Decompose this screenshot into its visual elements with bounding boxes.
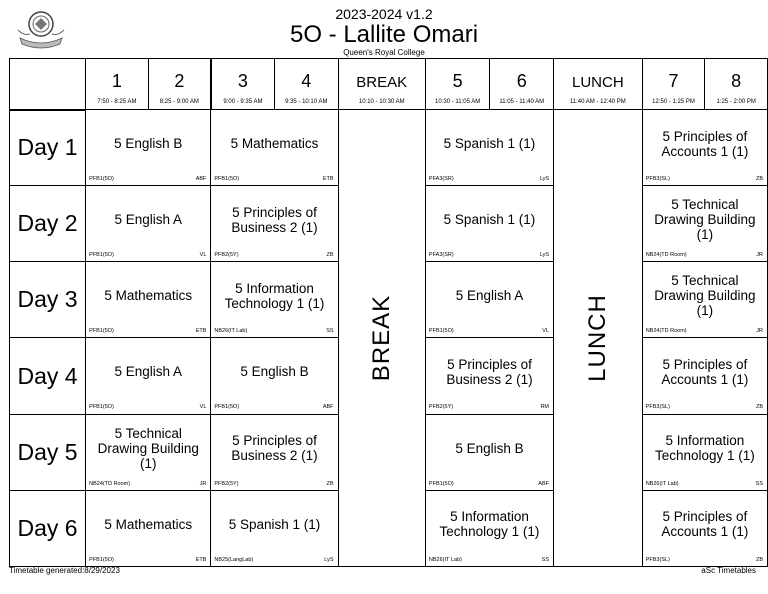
period-header-row (10, 59, 768, 110)
lesson-room: PFB3(SL) (645, 176, 670, 182)
period-header-break (338, 59, 425, 110)
period-number: 8 (731, 71, 742, 91)
lesson-teacher: JR (756, 328, 763, 335)
lesson-teacher: ZB (755, 404, 763, 411)
lesson-teacher: ZB (326, 480, 334, 487)
day-label: Day 2 (17, 210, 78, 237)
period-number: 7 (668, 71, 679, 91)
lesson-room: NB26(IT Lab) (428, 556, 462, 563)
lesson-subject: 5 Principles of Business 2 (1) (446, 356, 533, 387)
lesson-subject: 5 Technical Drawing Building (1) (654, 197, 756, 243)
lesson-cell[interactable] (425, 490, 553, 566)
lesson-subject: 5 Mathematics (104, 288, 193, 304)
lesson-room: PFB1(5O) (214, 176, 240, 182)
lesson-subject: 5 Information Technology 1 (1) (224, 280, 325, 311)
period-header-7 (642, 59, 705, 110)
period-time: 1:25 - 2:00 PM (716, 99, 756, 105)
lesson-cell[interactable] (211, 338, 338, 414)
period-number: 4 (301, 71, 312, 91)
day-label: Day 4 (17, 362, 78, 389)
lunch-column (554, 110, 643, 567)
period-time: 12:50 - 1:25 PM (652, 99, 695, 105)
lesson-room: PFB2(5Y) (214, 480, 239, 487)
lesson-teacher: LyS (539, 252, 549, 259)
lesson-room: PFA3(SR) (428, 252, 454, 259)
period-time: 8:25 - 9:00 AM (159, 99, 199, 105)
lesson-room: PFB3(SL) (645, 556, 670, 563)
period-time: 9:35 - 10:10 AM (285, 99, 328, 105)
lesson-cell[interactable] (642, 186, 767, 262)
day-label-cell (10, 262, 86, 338)
school-name: Queen's Royal College (343, 48, 425, 57)
lesson-room: PFB1(5O) (89, 252, 114, 259)
lesson-subject: 5 Spanish 1 (1) (228, 516, 321, 532)
lesson-cell[interactable] (425, 186, 553, 262)
lesson-room: PFB1(5O) (89, 556, 114, 563)
day-label-cell (10, 110, 86, 186)
lesson-cell[interactable] (425, 338, 553, 414)
day-label-cell (10, 186, 86, 262)
lesson-room: PFB1(5O) (428, 480, 454, 487)
lesson-room: NB26(IT Lab) (645, 480, 679, 487)
lesson-subject: 5 Spanish 1 (1) (443, 212, 536, 228)
lesson-subject: 5 Spanish 1 (1) (443, 136, 536, 151)
day-label: Day 3 (17, 286, 78, 313)
period-time: 9:00 - 9:35 AM (223, 99, 263, 105)
period-header-lunch (554, 59, 643, 110)
lesson-subject: 5 Technical Drawing Building (1) (97, 425, 199, 471)
lesson-teacher: VL (199, 404, 207, 411)
lesson-teacher: ABF (538, 480, 549, 487)
lesson-room: PFB2(5Y) (428, 404, 454, 411)
lesson-room: PFB1(5O) (89, 176, 114, 182)
lesson-room: NB25(LangLab) (214, 556, 254, 563)
lesson-subject: 5 Mathematics (104, 516, 193, 532)
period-header-8 (705, 59, 768, 110)
class-title: 5O - Lallite Omari (289, 21, 479, 48)
lesson-teacher: SS (755, 480, 763, 487)
lesson-teacher: ZB (755, 556, 763, 563)
lesson-subject: 5 Information Technology 1 (1) (439, 509, 540, 540)
day-label-cell (10, 414, 86, 490)
period-header-1 (86, 59, 149, 110)
lesson-cell[interactable] (211, 262, 338, 338)
lesson-teacher: JR (756, 252, 763, 259)
lesson-subject: 5 English A (114, 212, 183, 228)
day-label: Day 6 (17, 514, 78, 541)
lesson-subject: 5 English B (455, 440, 524, 456)
lesson-teacher: ABF (322, 404, 334, 411)
lesson-cell[interactable] (86, 262, 211, 338)
lesson-subject: 5 English B (240, 364, 309, 380)
lesson-subject: 5 Principles of Accounts 1 (1) (661, 509, 749, 540)
period-header-6 (490, 59, 554, 110)
lesson-cell[interactable] (86, 414, 211, 490)
lesson-cell[interactable] (211, 186, 338, 262)
lesson-teacher: SS (326, 328, 334, 335)
break-column (338, 110, 425, 567)
lesson-subject: 5 English A (455, 288, 524, 304)
lesson-room: NB24(TD Room) (89, 480, 131, 487)
lesson-cell[interactable] (211, 110, 338, 186)
lesson-cell[interactable] (642, 110, 767, 186)
day-row (10, 110, 768, 186)
period-time: 10:30 - 11:05 AM (435, 99, 481, 105)
lesson-cell[interactable] (211, 490, 338, 566)
lesson-cell[interactable] (86, 490, 211, 566)
lesson-room: PFB1(5O) (89, 328, 114, 335)
lesson-teacher: ZB (755, 176, 763, 182)
corner-cell (10, 59, 86, 110)
period-time: 11:05 - 11:40 AM (499, 99, 545, 105)
period-time: 7:50 - 8:25 AM (97, 99, 137, 105)
period-header-5 (425, 59, 490, 110)
lesson-cell[interactable] (642, 490, 767, 566)
lesson-subject: 5 Principles of Accounts 1 (1) (661, 128, 749, 159)
period-number: LUNCH (572, 74, 624, 91)
period-number: 6 (516, 71, 527, 91)
timetable-grid (9, 58, 768, 567)
lesson-room: NB24(TD Room) (645, 252, 687, 259)
lesson-subject: 5 Principles of Business 2 (1) (231, 433, 318, 464)
lesson-teacher: VL (199, 252, 207, 259)
period-number: 2 (174, 71, 185, 91)
period-number: 1 (111, 71, 122, 91)
lesson-subject: 5 Technical Drawing Building (1) (654, 273, 756, 319)
lesson-cell[interactable] (211, 414, 338, 490)
lesson-subject: 5 Information Technology 1 (1) (654, 433, 755, 464)
lunch-label: LUNCH (583, 294, 611, 382)
lesson-cell[interactable] (86, 338, 211, 414)
lesson-cell[interactable] (425, 262, 553, 338)
lesson-teacher: LyS (539, 176, 549, 182)
lesson-cell[interactable] (642, 262, 767, 338)
period-number: BREAK (356, 74, 408, 91)
lesson-teacher: ETB (322, 176, 334, 182)
day-label-cell (10, 338, 86, 414)
generator-credit: aSc Timetables (701, 566, 756, 575)
lesson-room: PFB1(5O) (428, 328, 454, 335)
lesson-room: PFA3(SR) (428, 176, 454, 182)
lesson-cell[interactable] (642, 414, 767, 490)
lesson-room: PFB1(5O) (89, 404, 114, 411)
lesson-teacher: ZB (326, 252, 334, 259)
lesson-teacher: JR (199, 480, 207, 487)
period-number: 5 (452, 71, 463, 91)
period-number: 3 (237, 71, 248, 91)
lesson-teacher: SS (541, 556, 549, 563)
lesson-subject: 5 Principles of Accounts 1 (1) (661, 356, 749, 387)
lesson-subject: 5 Mathematics (230, 136, 319, 151)
lesson-cell[interactable] (86, 186, 211, 262)
period-time: 11:40 AM - 12:40 PM (569, 99, 626, 105)
day-label: Day 5 (17, 438, 78, 465)
lesson-room: NB26(IT Lab) (214, 328, 248, 335)
lesson-subject: 5 English B (114, 136, 183, 151)
lesson-room: NB24(TD Room) (645, 328, 687, 335)
day-label: Day 1 (17, 134, 78, 161)
period-time: 10:10 - 10:30 AM (358, 99, 405, 105)
period-header-4 (274, 59, 338, 110)
lesson-room: PFB2(5Y) (214, 252, 239, 259)
generated-date: Timetable generated:8/29/2023 (9, 566, 120, 575)
lesson-room: PFB1(5O) (214, 404, 240, 411)
day-label-cell (10, 490, 86, 566)
lesson-subject: 5 English A (114, 364, 183, 380)
lesson-cell[interactable] (86, 110, 211, 186)
period-header-2 (148, 59, 211, 110)
timetable-header (0, 6, 768, 58)
lesson-cell[interactable] (642, 338, 767, 414)
break-label: BREAK (367, 294, 395, 382)
lesson-teacher: ABF (195, 176, 207, 182)
lesson-cell[interactable] (425, 414, 553, 490)
period-header-3 (211, 59, 275, 110)
lesson-teacher: ETB (195, 328, 207, 335)
lesson-teacher: LyS (324, 556, 334, 563)
lesson-teacher: ETB (195, 556, 207, 563)
lesson-room: PFB3(SL) (645, 404, 670, 411)
version-label: 2023-2024 v1.2 (335, 6, 433, 22)
lesson-teacher: VL (542, 328, 549, 335)
lesson-cell[interactable] (425, 110, 553, 186)
lesson-subject: 5 Principles of Business 2 (1) (231, 204, 318, 235)
lesson-teacher: RM (540, 404, 549, 411)
